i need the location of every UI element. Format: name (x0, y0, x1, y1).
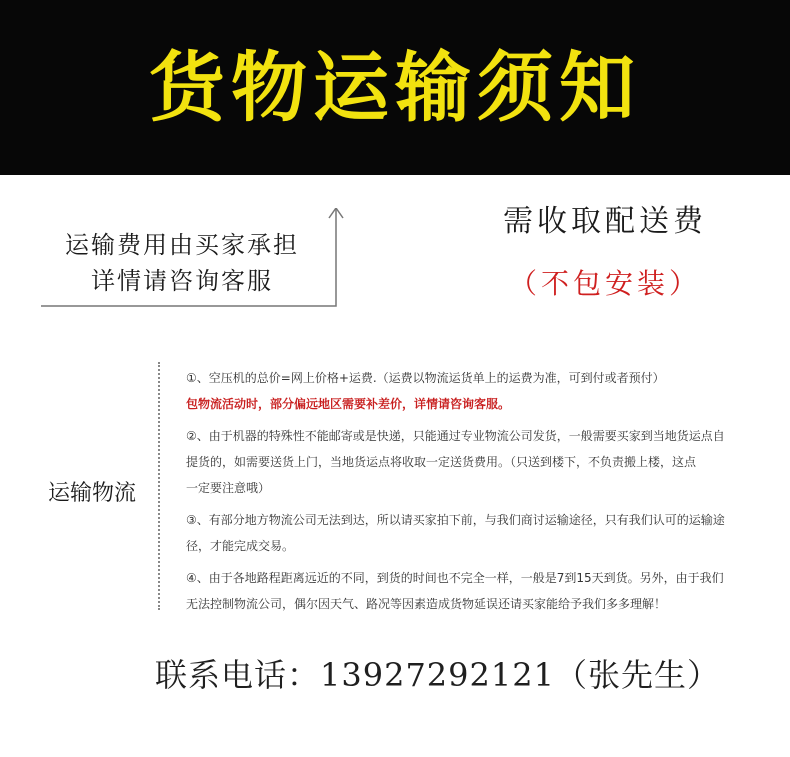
delivery-fee-heading: 需收取配送费 (503, 204, 707, 239)
no-installation-note: （不包安装） (508, 267, 701, 300)
logistics-label: 运输物流 (48, 481, 137, 506)
contact-phone: 联系电话：13927292121（张先生） (155, 656, 720, 694)
fee-line-1: 运输费用由买家承担 (65, 231, 299, 259)
note-line: ③、有部分地方物流公司无法到达，所以请买家拍下前，与我们商讨运输途径，只有我们认可的运输途 (186, 513, 725, 527)
logistics-notes (186, 365, 771, 617)
note-line: 无法控制物流公司，偶尔因天气、路况等因素造成货物延误还请买家能给予我们多多理解！ (186, 597, 667, 611)
note-line: ②、由于机器的特殊性不能邮寄或是快递，只能通过专业物流公司发货，一般需要买家到当地货运点自 (186, 429, 725, 443)
shipping-fee-callout (40, 208, 340, 308)
note-line: 径，才能完成交易。 (186, 539, 295, 553)
note-line-highlight: 包物流活动时，部分偏远地区需要补差价，详情请咨询客服。 (186, 397, 511, 411)
header-banner (0, 0, 790, 175)
fee-line-2: 详情请咨询客服 (91, 267, 273, 295)
dotted-divider (158, 362, 160, 610)
note-line: 一定要注意哦） (186, 481, 271, 495)
page-title: 货物运输须知 (149, 43, 641, 132)
note-line: ④、由于各地路程距离远近的不同，到货的时间也不完全一样，一般是7到15天到货。另外，由于我们 (186, 571, 724, 585)
note-line: 提货的，如需要送货上门，当地货运点将收取一定送货费用。（只送到楼下，不负责搬上楼，这点 (186, 455, 697, 469)
note-line: ①、空压机的总价=网上价格+运费.（运费以物流运货单上的运费为准，可到付或者预付） (186, 371, 665, 385)
